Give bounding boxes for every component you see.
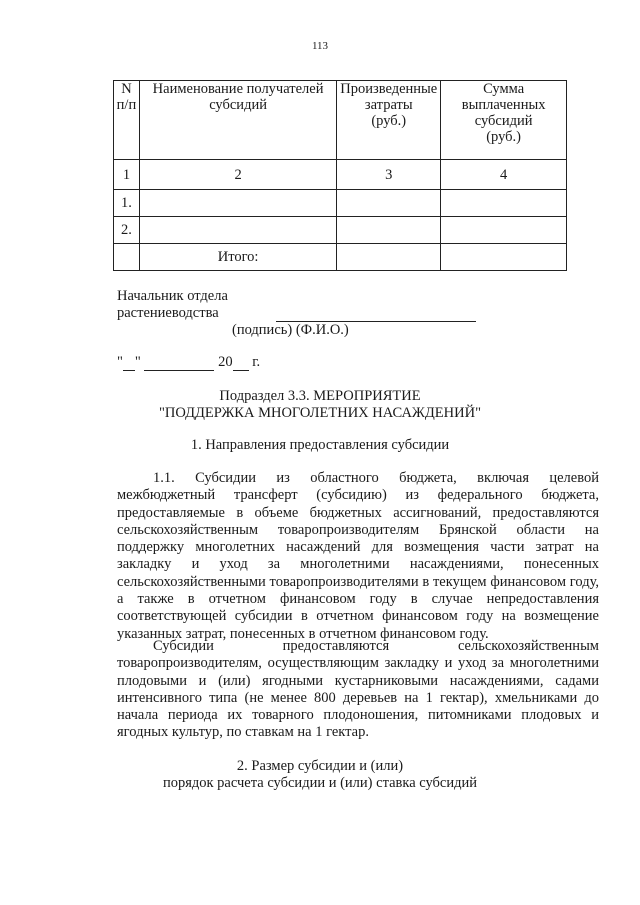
section2-title: 2. Размер субсидии и (или) <box>236 758 404 774</box>
costs-cell <box>337 217 441 244</box>
paid-sum-cell <box>441 217 567 244</box>
column-number: 4 <box>441 160 567 190</box>
total-costs-cell <box>337 244 441 271</box>
column-number: 1 <box>114 160 140 190</box>
date-day-blank <box>123 358 135 371</box>
paragraph-subsidies: Субсидии предоставляются сельскохозяйственным товаропроизводителям, осуществляющим закладку и уход за многолетними плодовыми и (или) ягодными кустарниковыми насаждениями, садами интенсивного типа (не менее 800 деревьев на 1 гектар), хмельниками до начала периода их товарного плодоношения, питомниками плодовых и ягодных культур, по ставкам на 1 гектар. <box>117 638 599 741</box>
signature-caption: (подпись) (Ф.И.О.) <box>232 322 349 338</box>
subsection-subtitle: "ПОДДЕРЖКА МНОГОЛЕТНИХ НАСАЖДЕНИЙ" <box>158 405 481 421</box>
total-paid-sum-cell <box>441 244 567 271</box>
total-label: Итого: <box>139 244 336 271</box>
row-number: 1. <box>114 190 140 217</box>
section1-title: 1. Направления предоставления субсидии <box>190 437 450 453</box>
signature-title-line1: Начальник отдела <box>117 288 228 304</box>
header-cell-paid-sum: Сумма выплаченных субсидий (руб.) <box>441 81 567 160</box>
section2-subtitle: порядок расчета субсидии и (или) ставка субсидий <box>162 775 478 791</box>
row-number: 2. <box>114 217 140 244</box>
total-row <box>114 244 567 271</box>
header-cell-number: N п/п <box>114 81 140 160</box>
signature-title-line2: растениеводства <box>117 305 476 322</box>
recipient-cell <box>139 217 336 244</box>
header-cell-recipient: Наименование получателей субсидий <box>139 81 336 160</box>
date-line: " " 20 г. <box>117 354 261 370</box>
table-header-row <box>114 81 567 160</box>
header-cell-costs: Произведенные затраты (руб.) <box>337 81 441 160</box>
table-row <box>114 190 567 217</box>
signature-line <box>276 308 476 322</box>
column-number: 3 <box>337 160 441 190</box>
date-year-blank <box>233 358 249 371</box>
recipient-cell <box>139 190 336 217</box>
table-row <box>114 217 567 244</box>
column-number-row <box>114 160 567 190</box>
page-number: 113 <box>311 40 329 52</box>
column-number: 2 <box>139 160 336 190</box>
paragraph-1-1: 1.1. Субсидии из областного бюджета, включая целевой межбюджетный трансферт (субсидию) из федерального бюджета, предоставляемые в объеме бюджетных ассигнований, предоставляются сельскохозяйственным товаропроизводителям Брянской области на поддержку многолетних насаждений для возмещения части затрат на закладку и уход за многолетними насаждениями, понесенных сельскохозяйственными товаропроизводителями в текущем финансовом году, а также в отчетном финансовом году в случае непредоставления соответствующей субсидии в отчетном финансовом году на возмещение указанных затрат, понесенных в отчетном финансовом году. <box>117 470 599 642</box>
costs-cell <box>337 190 441 217</box>
paid-sum-cell <box>441 190 567 217</box>
date-month-blank <box>144 358 214 371</box>
subsidy-report-table <box>113 80 567 271</box>
subsection-title: Подраздел 3.3. МЕРОПРИЯТИЕ <box>219 388 421 404</box>
